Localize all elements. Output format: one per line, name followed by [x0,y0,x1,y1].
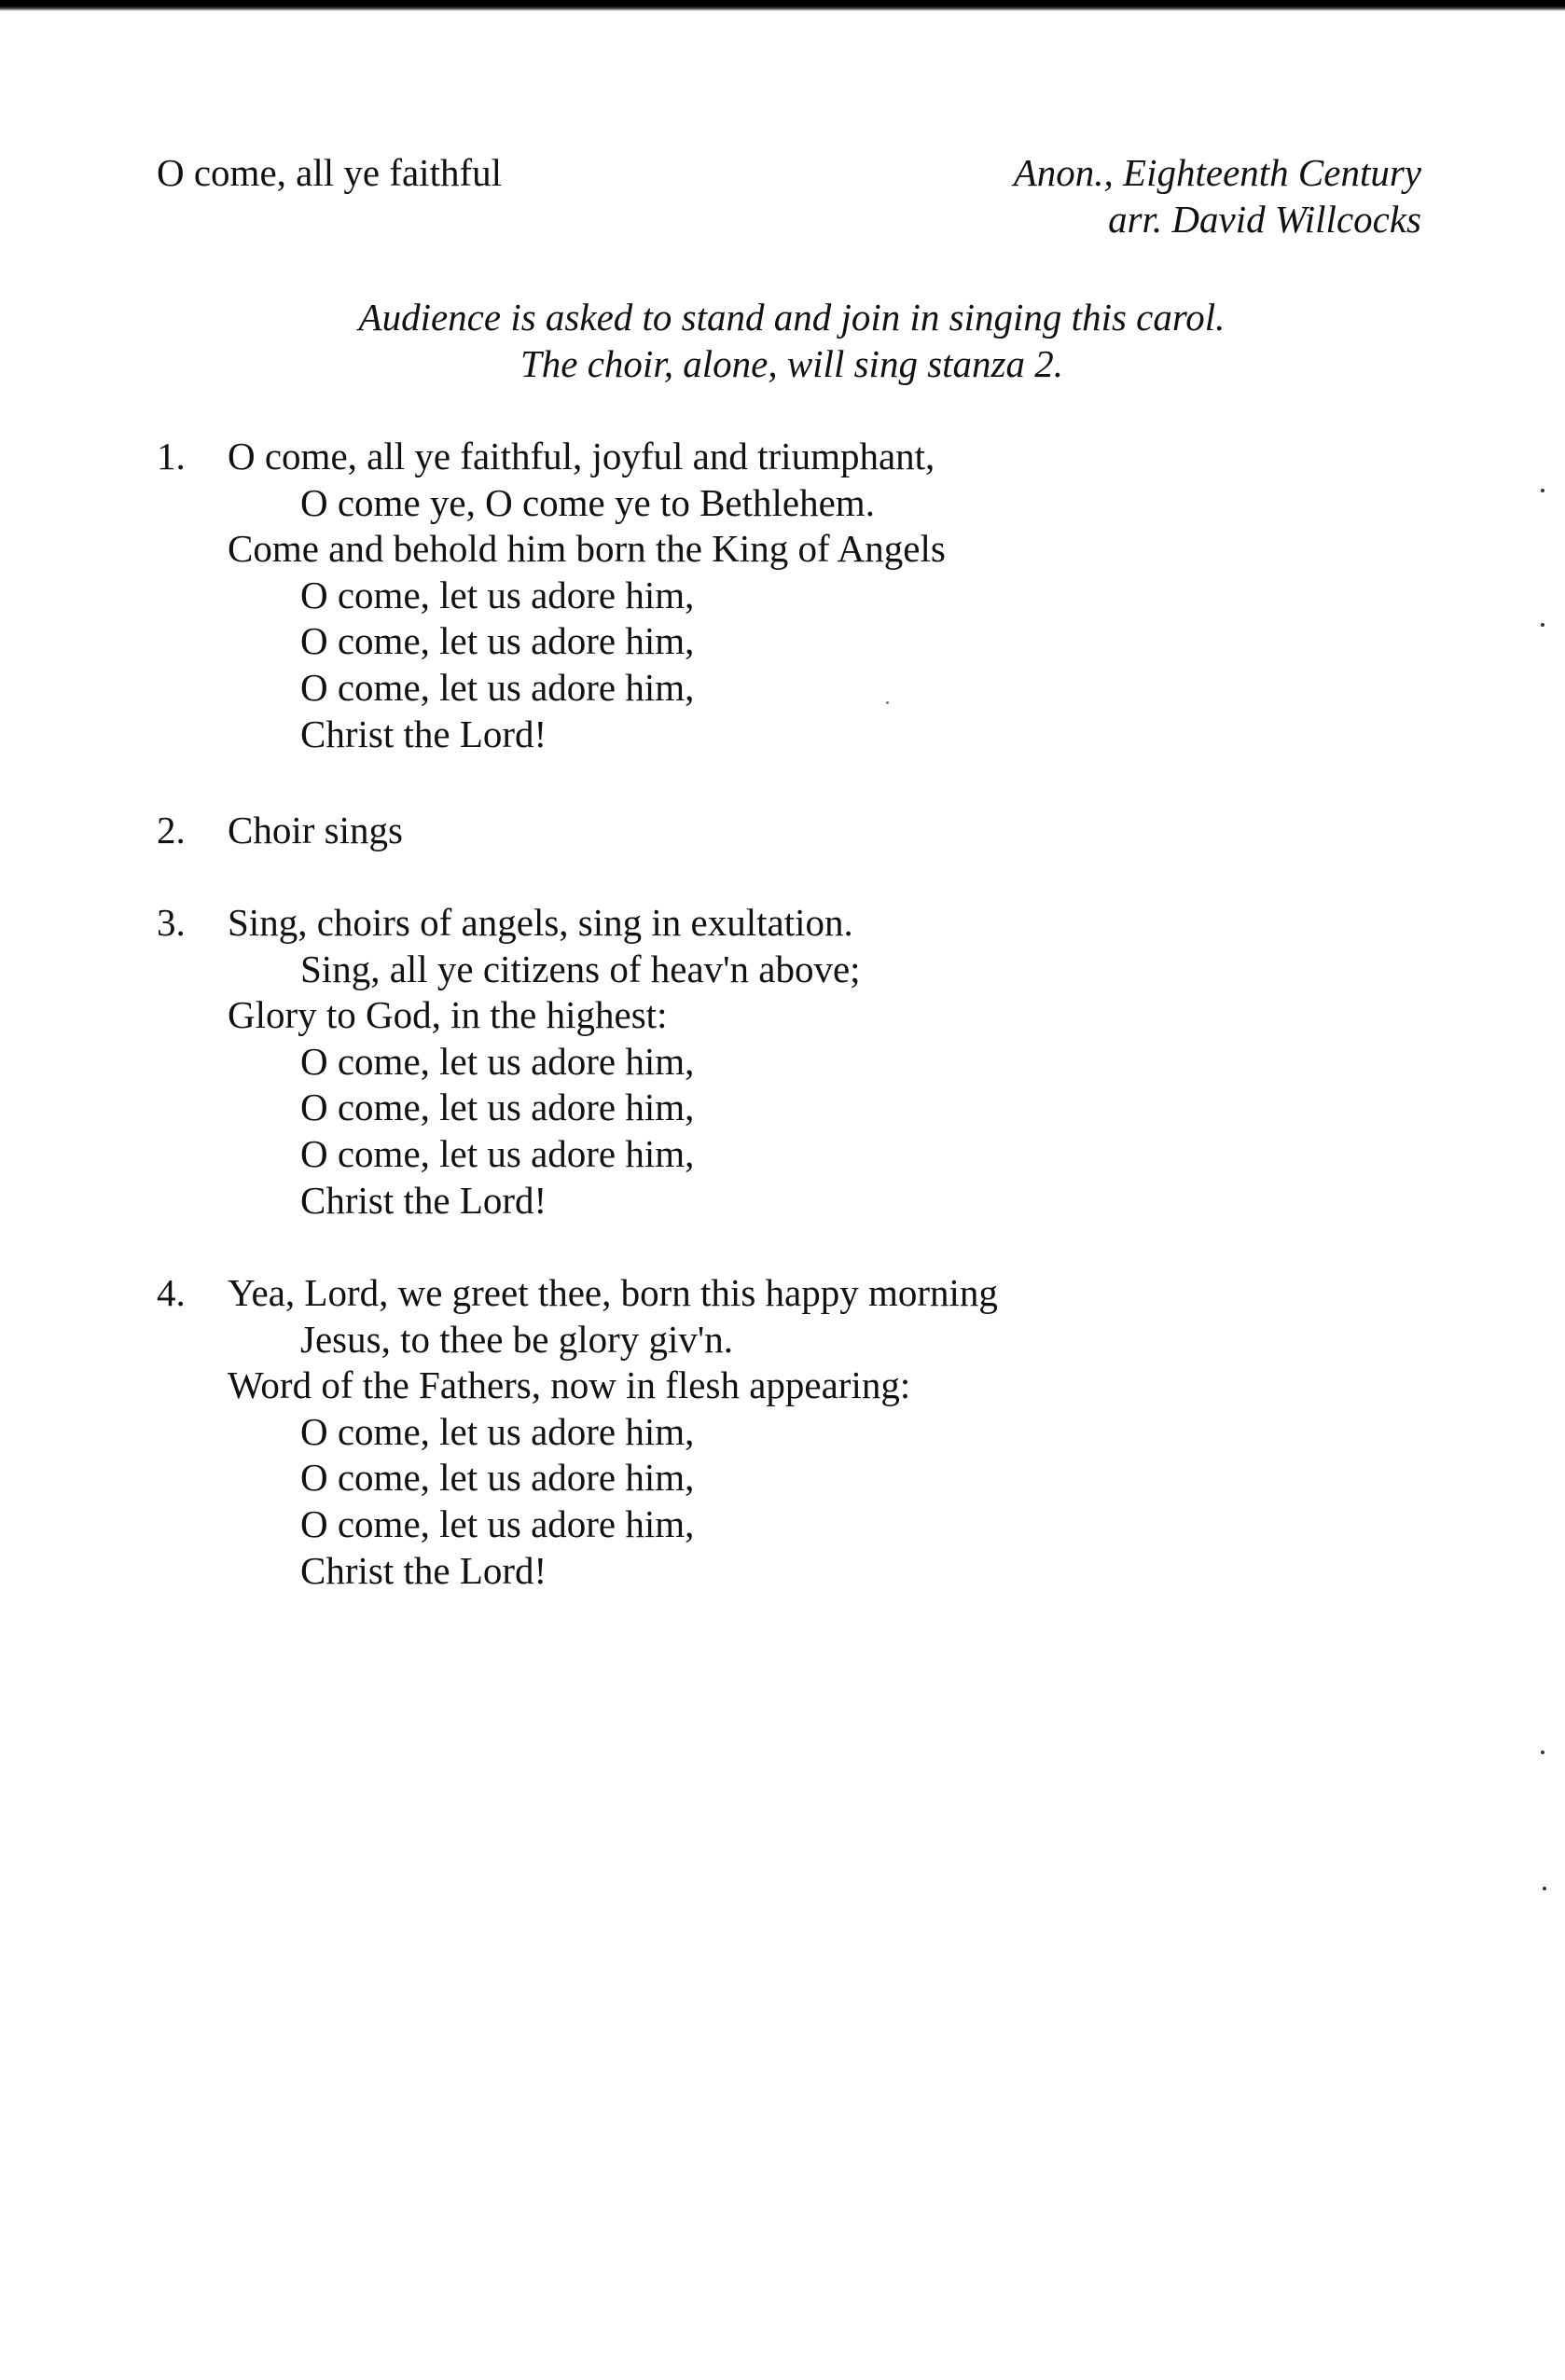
stanza-lines [228,900,1440,1224]
scan-speck [1541,1750,1544,1754]
stanza-number: 4. [157,1271,186,1314]
scan-speck [886,701,889,704]
lyric-line: O come, let us adore him, [300,665,695,709]
lyric-line: O come, let us adore him, [300,1409,695,1453]
instructions-line: The choir, alone, will sing stanza 2. [519,342,1063,385]
lyric-line: Word of the Fathers, now in flesh appearing: [228,1363,911,1407]
lyric-line: O come, all ye faithful, joyful and triumphant, [228,435,935,477]
lyric-line: O come ye, O come ye to Bethlehem. [300,480,875,524]
lyric-line: O come, let us adore him, [300,1039,695,1083]
lyric-line: Come and behold him born the King of Angels [228,527,946,571]
stanza-number: 2. [157,809,186,851]
scan-speck [1543,1887,1546,1890]
lyric-line: O come, let us adore him, [300,1456,695,1500]
lyric-line: Glory to God, in the highest: [228,993,668,1037]
lyric-line: Choir sings [228,809,403,851]
stanza-number: 3. [157,901,186,944]
stanza-number: 1. [157,435,186,477]
attribution [1014,149,1421,242]
attribution-arranger: arr. David Willcocks [1108,198,1421,241]
instructions-line: Audience is asked to stand and join in singing this carol. [358,296,1226,339]
lyric-line: O come, let us adore him, [300,1131,695,1175]
lyric-line: Christ the Lord! [300,1548,547,1592]
lyric-line: Christ the Lord! [300,712,547,755]
lyric-line: O come, let us adore him, [300,1086,695,1129]
lyric-line: O come, let us adore him, [300,1501,695,1545]
lyric-line: Sing, all ye citizens of heav'n above; [300,947,861,990]
scan-speck [1541,623,1544,627]
carol-title: O come, all ye faithful [157,151,503,194]
stanza-lines [228,434,1440,757]
scan-speck [1541,489,1544,492]
lyric-line: Sing, choirs of angels, sing in exultation. [228,901,853,944]
lyric-line: O come, let us adore him, [300,619,695,663]
audience-instructions [0,294,1565,387]
lyric-line: Christ the Lord! [300,1178,547,1222]
lyric-line: Jesus, to thee be glory giv'n. [300,1317,734,1361]
lyric-line: O come, let us adore him, [300,573,695,616]
attribution-author: Anon., Eighteenth Century [1013,151,1421,194]
stanza-lines [228,1270,1440,1594]
stanza-lines [228,808,1440,854]
lyric-line: Yea, Lord, we greet thee, born this happy morning [228,1271,998,1314]
